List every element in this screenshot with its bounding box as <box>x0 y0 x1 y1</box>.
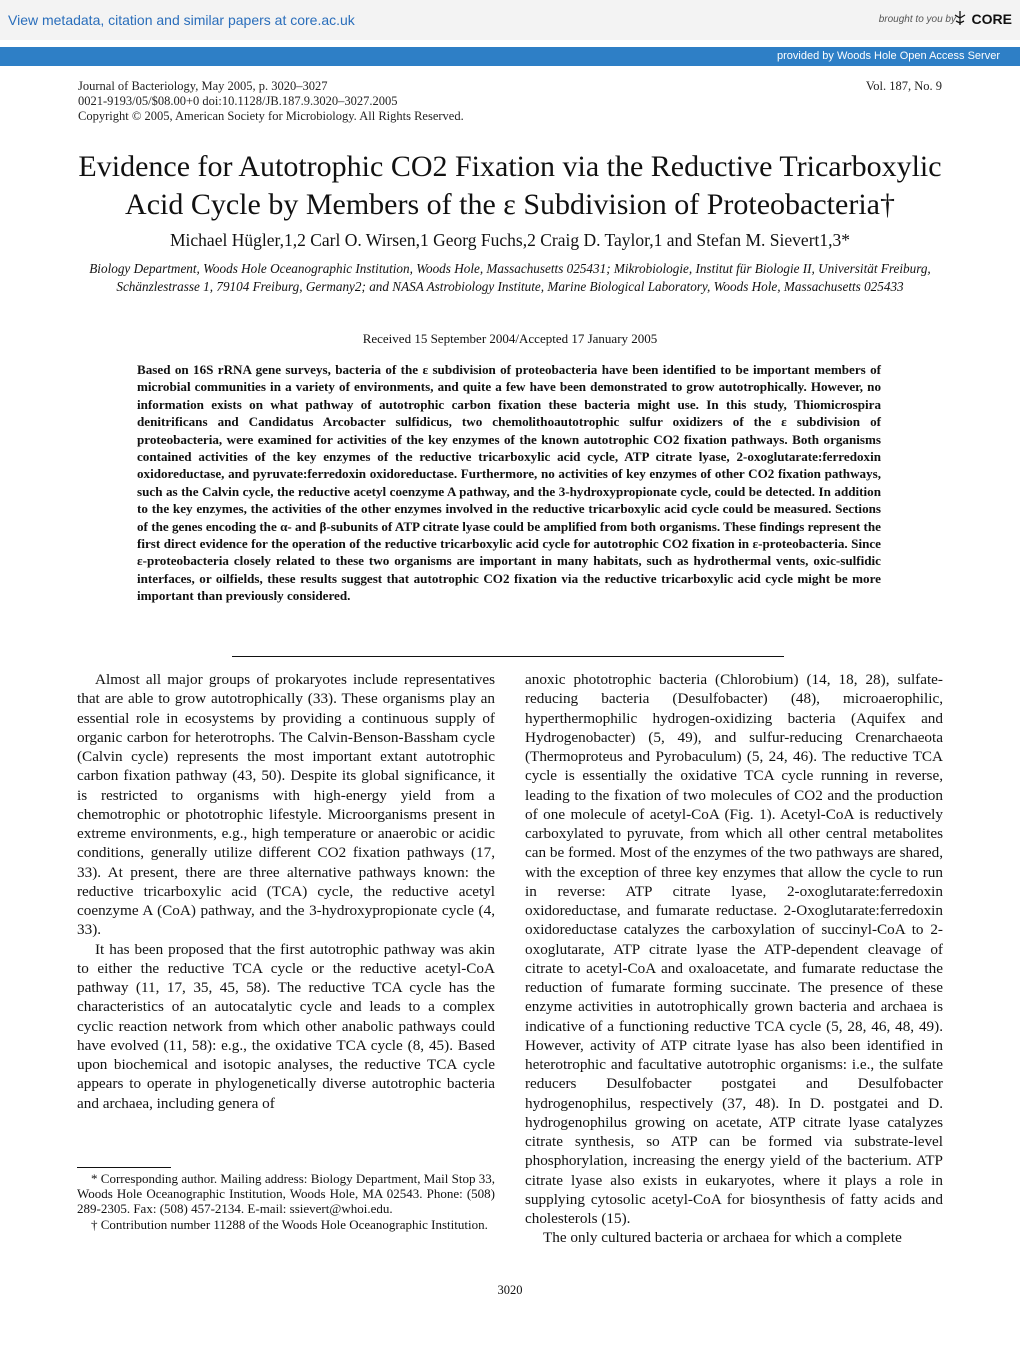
core-logo-icon <box>954 10 966 26</box>
title-line-2: Acid Cycle by Members of the ε Subdivision of Proteobacteria† <box>125 188 895 221</box>
received-date: Received 15 September 2004/Accepted 17 January 2005 <box>362 331 658 346</box>
journal-volume: Vol. 187, No. 9 <box>865 79 942 93</box>
provided-by-bar <box>0 47 1020 66</box>
body-column-right <box>525 670 943 1248</box>
abstract: Based on 16S rRNA gene surveys, bacteria of the ε subdivision of proteobacteria have been identified to be important members of microbial communities in a variety of environments, and quite a few have been demonstrated to grow autotrophically. However, no information exists on what pathway of autotrophic carbon fixation these bacteria might use. In this study, Thiomicrospira denitrificans and Candidatus Arcobacter sulfidicus, two chemolithoautotrophic sulfur oxidizers of the ε subdivision of proteobacteria, were examined for activities of the key enzymes of the known autotrophic CO2 fixation pathways. Both organisms contained activities of the key enzymes of the reductive tricarboxylic acid cycle, ATP citrate lyase, 2-oxoglutarate:ferredoxin oxidoreductase, and pyruvate:ferredoxin oxidoreductase. Furthermore, no activities of key enzymes of other CO2 fixation pathways, such as the Calvin cycle, the reductive acetyl coenzyme A pathway, and the 3-hydroxypropionate cycle, could be detected. In addition to the key enzymes, the activities of the other enzymes involved in the reductive tricarboxylic acid cycle could be measured. Sections of the genes encoding the α- and β-subunits of ATP citrate lyase could be amplified from both organisms. These findings represent the first direct evidence for the operation of the reductive tricarboxylic acid cycle for autotrophic CO2 fixation in ε-proteobacteria. Since ε-proteobacteria closely related to these two organisms are important in many habitats, such as hydrothermal vents, oxic-sulfidic interfaces, or oilfields, these results suggest that autotrophic CO2 fixation via the reductive tricarboxylic acid cycle might be more important than previously considered. <box>137 362 881 604</box>
paragraph: The only cultured bacteria or archaea for which a complete <box>543 1229 902 1247</box>
footnote-divider <box>77 1167 171 1168</box>
provided-by-label[interactable]: provided by Woods Hole Open Access Server <box>777 50 1000 62</box>
paragraph: anoxic phototrophic bacteria (Chlorobium) (14, 18, 28), sulfate-reducing bacteria (Desulfobacter) (48), microaerophilic, hyperthermophilic hydrogen-oxidizing bacteria (Aquifex and Hydrogenobacter) (5, 49), and sulfur-reducing Crenarchaeota (Thermoproteus and Pyrobaculum) (5, 24, 46). The reductive TCA cycle is essentially the oxidative TCA cycle running in reverse, leading to the fixation of two molecules of CO2 and the production of one molecule of acetyl-CoA (Fig. 1). Acetyl-CoA is reductively carboxylated to pyruvate, from which all other central metabolites can be formed. Most of the enzymes of the two pathways are shared, with the exception of three key enzymes that allow the cycle to run in reverse: ATP citrate lyase, 2-oxoglutarate:ferredoxin oxidoreductase, and fumarate reductase. 2-Oxoglutarate:ferredoxin oxidoreductase catalyzes the carboxylation of succinyl-CoA to 2-oxoglutarate, ATP citrate lyase the ATP-dependent cleavage of citrate to acetyl-CoA and oxaloacetate, and fumarate reductase the reduction of fumarate forming succinate. The presence of these enzyme activities in autotrophically grown bacteria and archaea is indicative of a functioning reductive TCA cycle (5, 28, 46, 48, 49). However, activity of ATP citrate lyase has also been identified in heterotrophic and facultative autotrophic organisms: i.e., the sulfate reducers Desulfobacter postgatei and Desulfobacter hydrogenophilus, respectively (37, 48). In D. postgatei and D. hydrogenophilus growing on acetate, ATP citrate lyase catalyzes citrate synthesis, so ATP can be formed via substrate-level phosphorylation, increasing the energy yield of the bacterium. ATP citrate lyase also exists in eukaryotes, where it plays a role in supplying cytosolic acetyl-CoA for biosynthesis of fatty acids and cholesterols (15). <box>525 671 943 1227</box>
abstract-divider <box>232 656 784 657</box>
core-banner <box>0 0 1020 40</box>
article-title <box>40 148 980 224</box>
journal-header <box>78 79 464 124</box>
body-column-left <box>77 670 495 1113</box>
author-list: Michael Hügler,1,2 Carl O. Wirsen,1 Georg Fuchs,2 Craig D. Taylor,1 and Stefan M. Sievert1,3* <box>169 230 851 250</box>
journal-citation: Journal of Bacteriology, May 2005, p. 3020–3027 <box>78 79 328 93</box>
brought-by-label: brought to you by <box>878 14 956 25</box>
journal-copyright: Copyright © 2005, American Society for Microbiology. All Rights Reserved. <box>78 109 464 123</box>
paragraph: Almost all major groups of prokaryotes include representatives that are able to grow autotrophically (33). These organisms play an essential role in ecosystems by providing a continuous supply of organic carbon for heterotrophs. The Calvin-Benson-Bassham cycle (Calvin cycle) represents the most important extant autotrophic carbon fixation pathway (43, 50). Despite its global significance, it is restricted to organisms with high-energy yield from a chemotrophic or phototrophic lifestyle. Microorganisms present in extreme environments, e.g., high temperature or anaerobic or acidic conditions, generally utilize different CO2 fixation pathways (17, 33). At present, there are three alternative pathways known: the reductive tricarboxylic acid (TCA) cycle, the reductive acetyl coenzyme A (CoA) pathway, and the 3-hydroxypropionate cycle (4, 33). <box>77 671 495 939</box>
footnotes <box>77 1171 495 1232</box>
page-number: 3020 <box>497 1283 523 1297</box>
paragraph: It has been proposed that the first autotrophic pathway was akin to either the reductive TCA cycle or the reductive acetyl-CoA pathway (11, 17, 35, 45, 58). The reductive TCA cycle has the characteristics of an autocatalytic cycle and leads to a complex cyclic reaction network from which other anabolic pathways could have evolved (11, 58): e.g., the oxidative TCA cycle (8, 45). Based upon biochemical and isotopic analyses, the reductive TCA cycle appears to operate in phylogenetically diverse autotrophic bacteria and archaea, including genera of <box>77 940 495 1112</box>
core-metadata-link[interactable]: View metadata, citation and similar papers at core.ac.uk <box>8 12 355 28</box>
title-line-1: Evidence for Autotrophic CO2 Fixation via the Reductive Tricarboxylic <box>78 150 942 183</box>
footnote-corresponding: * Corresponding author. Mailing address: Biology Department, Mail Stop 33, Woods Hole Oceanographic Institution, Woods Hole, MA 02543. Phone: (508) 289-2305. Fax: (508) 457-2134. E-mail: ssievert@whoi.edu. <box>77 1171 495 1217</box>
footnote-contribution: † Contribution number 11288 of the Woods Hole Oceanographic Institution. <box>91 1216 488 1232</box>
journal-doi: 0021-9193/05/$08.00+0 doi:10.1128/JB.187.9.3020–3027.2005 <box>78 94 398 108</box>
core-logo[interactable]: CORE <box>971 11 1012 27</box>
affiliations: Biology Department, Woods Hole Oceanographic Institution, Woods Hole, Massachusetts 025431; Mikrobiologie, Institut für Biologie II, Universität Freiburg, Schänzlestrasse 1, 79104 Freiburg, Germany2; and NASA Astrobiology Institute, Marine Biological Laboratory, Woods Hole, Massachusetts 025433 <box>89 261 931 294</box>
